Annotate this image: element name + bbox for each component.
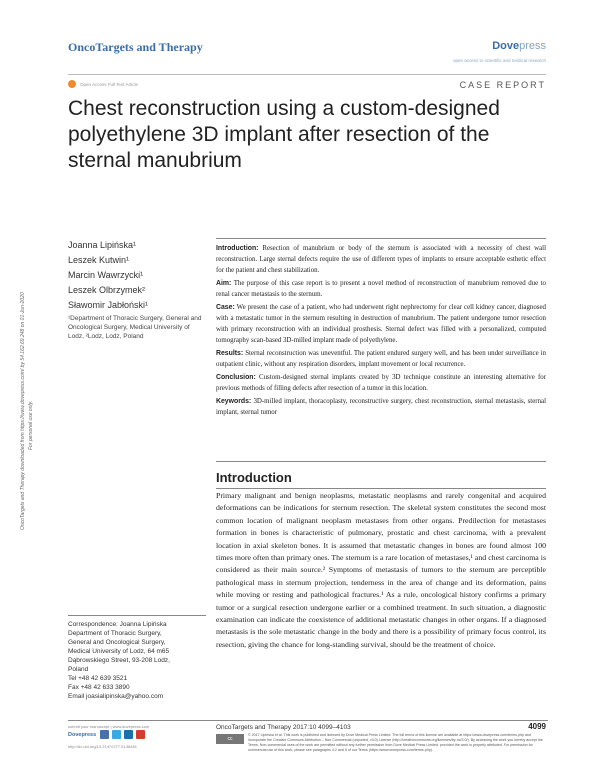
open-access-label — [68, 80, 138, 88]
abstract-introduction — [216, 243, 546, 276]
cc-license-badge[interactable]: cc — [216, 734, 244, 744]
correspondence-rule — [68, 615, 206, 616]
article-title: Chest reconstruction using a custom-designed polyethylene 3D implant after resection of the sternal manubrium — [68, 97, 500, 172]
correspondence-line: Medical University of Lodz, 64 m65 — [68, 648, 170, 655]
open-access-icon — [68, 80, 76, 88]
abstract-results — [216, 348, 546, 370]
author: Leszek Olbrzymek² — [68, 285, 146, 295]
journal-name: OncoTargets and Therapy — [68, 40, 203, 54]
download-note-line2: For personal use only. — [28, 400, 34, 450]
abstract-aim — [216, 278, 546, 300]
correspondence-line: Tel +48 42 639 3521 — [68, 675, 128, 682]
abstract-label: Case: — [216, 304, 235, 311]
abstract-text: 3D-milled implant, thoracoplasty, reconstructive surgery, chest reconstruction, sternal metastasis, sternal implant, sternal tumor — [216, 398, 546, 416]
author: Leszek Kutwin¹ — [68, 255, 130, 265]
author-list — [68, 238, 148, 313]
download-note — [18, 150, 36, 530]
youtube-icon[interactable] — [136, 730, 145, 739]
abstract-label: Keywords: — [216, 398, 252, 405]
correspondence-email[interactable]: Email joasialipinska@yahoo.com — [68, 693, 164, 700]
publisher-tagline: open access to scientific and medical research — [452, 58, 546, 63]
abstract-text: We present the case of a patient, who had underwent right nephrectomy for clear cell kidney cancer, diagnosed with a metastatic tumor in the sternum resulting in destruction of manubrium. The patient undergone tumor resection with primary reconstruction with an individual prosthesis. Sternal defect was filled with a personalized, computed tomography scan-based 3D-milled implant made of polyethylene. — [216, 304, 546, 344]
correspondence-block — [68, 620, 208, 701]
article-type: CASE REPORT — [459, 80, 546, 90]
author: Marcin Wawrzycki¹ — [68, 270, 144, 280]
license-text: © 2017 Lipińska et al. This work is published and licensed by Dove Medical Press Limited. The full terms of this license are available at https://www.dovepress.com/terms.php and incorporate the Creative Commons Attribution – Non Commercial (unported, v3.0) License (http://creativecommons.org/licenses/by-nc/3.0/). By accessing the work you hereby accept the Terms. Non-commercial uses of the work are permitted without any further permission from Dove Medical Press Limited, provided the work is properly attributed. For permission for commercial use of this work, please see paragraphs 4.2 and 5 of our Terms (https://www.dovepress.com/terms.php). — [248, 733, 543, 752]
footer-dovepress[interactable]: Dovepress — [68, 732, 97, 738]
header-rule — [68, 74, 546, 75]
social-links — [100, 730, 145, 739]
twitter-icon[interactable] — [112, 730, 121, 739]
author: Joanna Lipińska¹ — [68, 240, 137, 250]
abstract-label: Introduction: — [216, 245, 259, 252]
abstract-keywords — [216, 396, 546, 418]
open-access-text: Open Access Full Text Article — [80, 81, 138, 87]
footer-journal-citation: OncoTargets and Therapy 2017:10 4099–4103 — [216, 724, 351, 731]
section-rule — [216, 488, 546, 489]
abstract-text: Resection of manubrium or body of the sternum is associated with a necessity of chest wall reconstruction. Large sternal defects require the use of different types of implants to ensure acceptable esthetic effect for the patient and chest stabilization. — [216, 245, 546, 274]
abstract-label: Aim: — [216, 280, 232, 287]
author: Sławomir Jabłoński¹ — [68, 300, 149, 310]
correspondence-line: Fax +48 42 633 3890 — [68, 684, 130, 691]
doi-link[interactable]: http://dx.doi.org/10.2147/OTT.S138481 — [68, 744, 137, 749]
abstract-text: The purpose of this case report is to present a novel method of reconstruction of manubrium removed due to renal cancer metastasis to the sternum. — [216, 280, 546, 298]
footer-rule — [68, 720, 548, 721]
abstract-text: Custom-designed sternal implants created by 3D technique constitute an interesting alternative for previous methods of filling defects after resection of a tumor in this location. — [216, 374, 546, 392]
affiliations: ¹Department of Thoracic Surgery, General and Oncological Surgery, Medical University of Lodz, ²Lodz, Lodz, Poland — [68, 315, 202, 340]
introduction-body: Primary malignant and benign neoplasms, metastatic neoplasms and rarely congenital and acquired deformations can be indications for sternum resection. The skeletal system constitutes the second most common location of malignant neoplasm metastases from other organs. Predilection for metastases formation in bones is characteristic of pulmonary, prostatic and chest carcinoma, with a prevalent location in axial skeleton bones. It is assumed that metastatic changes in bones are found almost 100 times more often than primary ones. The sternum is a rare location of metastases,¹ and chest carcinoma is considered as their main source.² Symptoms of metastasis of tumors to the sternum are perceptible pathological mass in sternum projection, tenderness in the area of change and its deformation, pains while moving or resting and pathological fractures.¹ As a rule, oncological history confirms a primary tumor or a surgical resection undergone earlier or a combined treatment. In such situation, a diagnostic examination can indicate the coexistence of additional metastatic changes in other organs. If a diagnosed metastasis is the sole metastatic change in the body and there is a possibility of primary focus control, its resection, giving the chance for long-standing survival, should be the treatment of choice. — [216, 491, 546, 649]
abstract-text: Sternal reconstruction was uneventful. The patient endured surgery well, and has been under surveillance in outpatient clinic, without any respiration disorders, implant movement or local recurrence. — [216, 350, 546, 368]
publisher-logo[interactable] — [492, 40, 546, 52]
correspondence-line: Correspondence: Joanna Lipińska — [68, 621, 167, 628]
correspondence-line: General and Oncological Surgery, — [68, 639, 166, 646]
download-note-line1: OncoTargets and Therapy downloaded from https://www.dovepress.com/ by 54.162.69.248 on 01-Jun-2020 — [20, 292, 26, 530]
linkedin-icon[interactable] — [124, 730, 133, 739]
correspondence-line: Department of Thoracic Surgery, — [68, 630, 162, 637]
section-heading-introduction: Introduction — [216, 470, 292, 485]
publisher-logo-light: press — [519, 40, 546, 52]
abstract-case — [216, 302, 546, 346]
abstract-label: Results: — [216, 350, 244, 357]
abstract-conclusion — [216, 372, 546, 394]
abstract-label: Conclusion: — [216, 374, 256, 381]
facebook-icon[interactable] — [100, 730, 109, 739]
correspondence-line: Dąbrowskiego Street, 93-208 Lodz, — [68, 657, 170, 664]
publisher-logo-bold: Dove — [492, 40, 520, 52]
abstract — [216, 238, 546, 462]
correspondence-line: Poland — [68, 666, 89, 673]
page-number: 4099 — [528, 722, 546, 731]
submit-manuscript-link[interactable]: submit your manuscript | www.dovepress.com — [68, 724, 150, 729]
